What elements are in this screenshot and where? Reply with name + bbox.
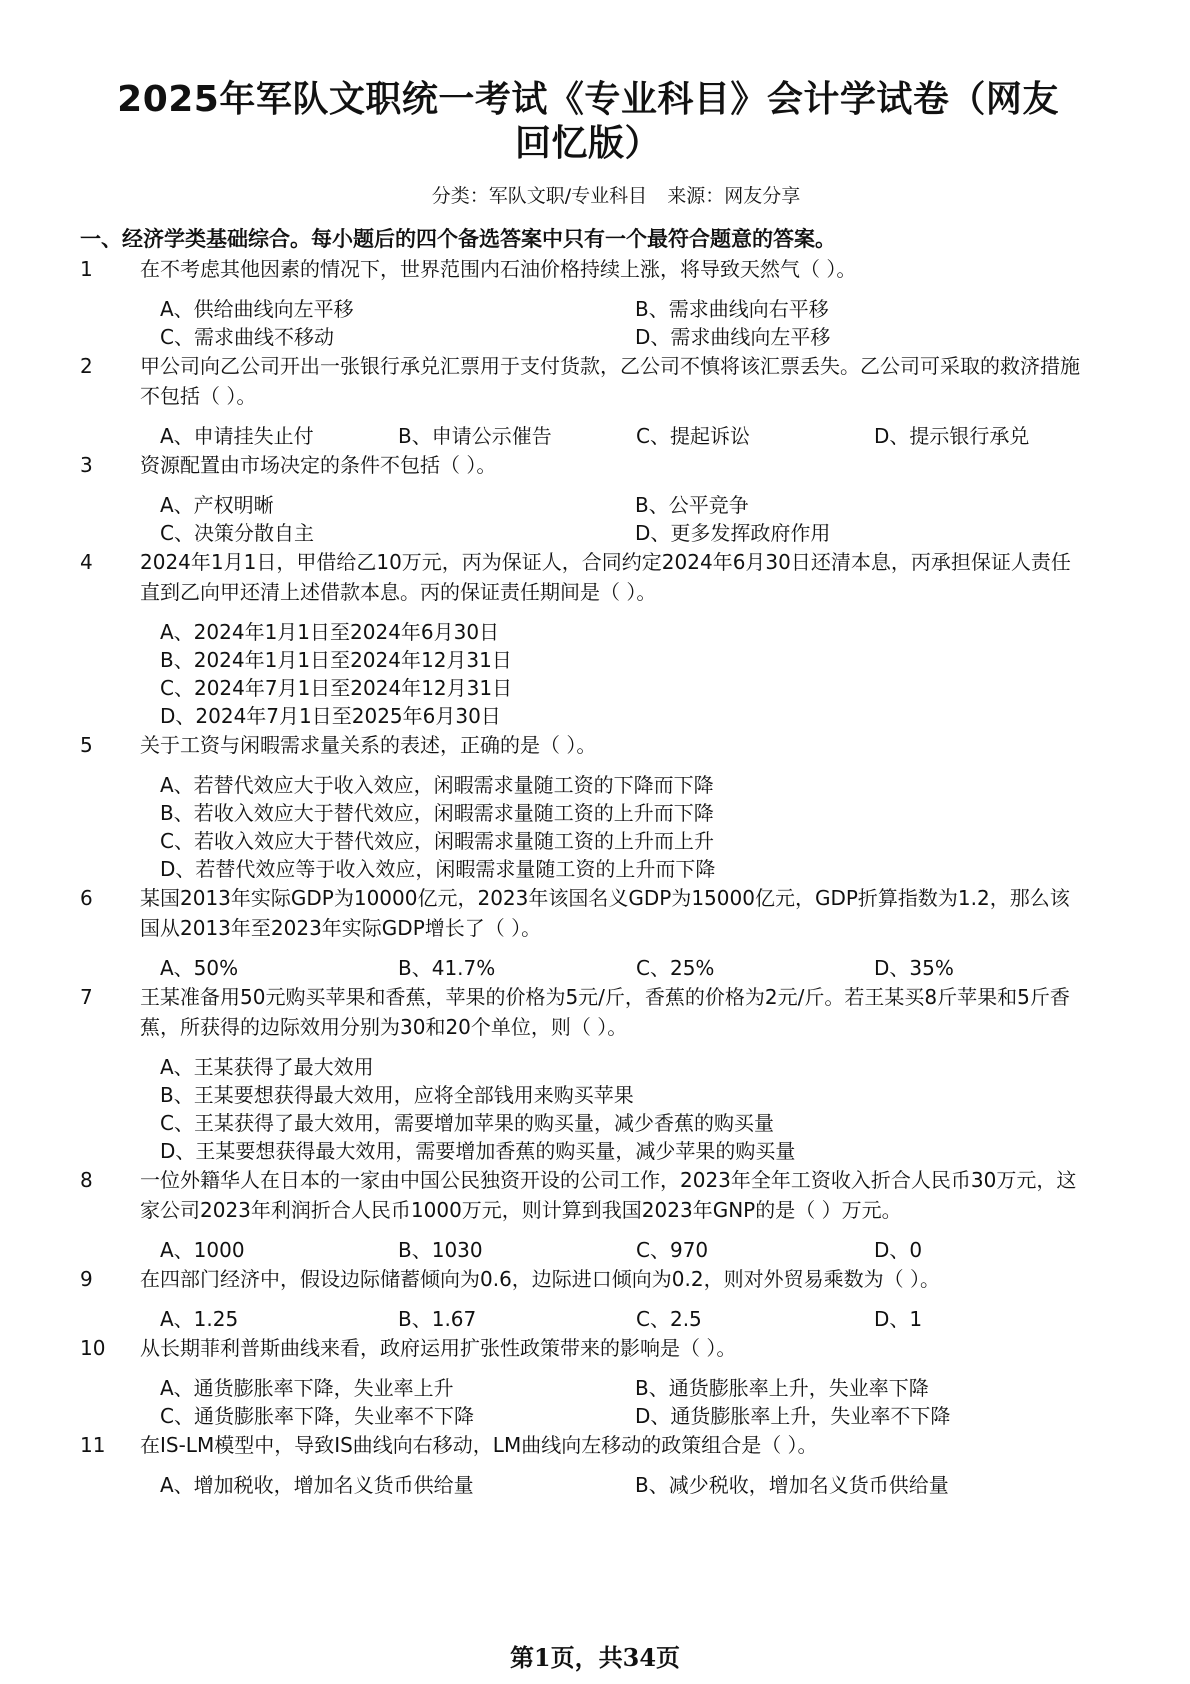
- answer-option: B、公平竞争: [635, 493, 749, 517]
- answer-option: A、通货膨胀率下降，失业率上升: [160, 1376, 454, 1400]
- question-text: 王某准备用50元购买苹果和香蕉，苹果的价格为5元/斤，香蕉的价格为2元/斤。若王某买8斤苹果和5斤香蕉，所获得的边际效用分别为30和20个单位，则（ ）。: [140, 985, 1070, 1039]
- section-heading: 一、经济学类基础综合。每小题后的四个备选答案中只有一个最符合题意的答案。: [80, 227, 836, 251]
- question-row: [80, 1264, 1082, 1294]
- answer-option: B、若收入效应大于替代效应，闲暇需求量随工资的上升而下降: [160, 801, 714, 825]
- answer-option: D、2024年7月1日至2025年6月30日: [160, 704, 501, 728]
- option-list: [160, 295, 1082, 351]
- option-list: [160, 618, 1082, 730]
- answer-option: D、更多发挥政府作用: [635, 521, 831, 545]
- question-text: 在不考虑其他因素的情况下，世界范围内石油价格持续上涨，将导致天然气（ ）。: [140, 257, 857, 281]
- option-list: [160, 422, 1082, 450]
- option-list: [160, 491, 1082, 547]
- question-text: 从长期菲利普斯曲线来看，政府运用扩张性政策带来的影响是（ ）。: [140, 1336, 737, 1360]
- answer-option: D、需求曲线向左平移: [635, 325, 831, 349]
- answer-option: A、增加税收，增加名义货币供给量: [160, 1473, 474, 1497]
- answer-option: C、决策分散自主: [160, 521, 314, 545]
- meta-line: [80, 184, 1082, 208]
- answer-option: C、王某获得了最大效用，需要增加苹果的购买量，减少香蕉的购买量: [160, 1111, 774, 1135]
- question-number: 5: [80, 733, 93, 757]
- answer-option: B、需求曲线向右平移: [635, 297, 829, 321]
- question-number: 11: [80, 1433, 106, 1457]
- question-list: [80, 254, 1082, 1499]
- option-list: [160, 771, 1082, 883]
- answer-option: B、王某要想获得最大效用，应将全部钱用来购买苹果: [160, 1083, 634, 1107]
- answer-option: B、2024年1月1日至2024年12月31日: [160, 648, 512, 672]
- answer-option: B、通货膨胀率上升，失业率下降: [635, 1376, 929, 1400]
- question-row: [80, 547, 1082, 607]
- answer-option: D、0: [874, 1238, 923, 1262]
- answer-option: A、若替代效应大于收入效应，闲暇需求量随工资的下降而下降: [160, 773, 714, 797]
- answer-option: B、1030: [398, 1238, 483, 1262]
- question-number: 6: [80, 886, 93, 910]
- question-item: [80, 883, 1082, 982]
- answer-option: C、提起诉讼: [636, 424, 750, 448]
- question-row: [80, 1430, 1082, 1460]
- category-text: 分类：军队文职/专业科目: [431, 185, 648, 207]
- question-row: [80, 982, 1082, 1042]
- question-text: 资源配置由市场决定的条件不包括（ ）。: [140, 453, 497, 477]
- answer-option: C、通货膨胀率下降，失业率不下降: [160, 1404, 474, 1428]
- answer-option: D、提示银行承兑: [874, 424, 1030, 448]
- answer-option: B、申请公示催告: [398, 424, 552, 448]
- answer-option: A、1.25: [160, 1307, 239, 1331]
- option-list: [160, 1053, 1082, 1165]
- question-row: [80, 254, 1082, 284]
- answer-option: B、41.7%: [398, 956, 496, 980]
- question-row: [80, 1333, 1082, 1363]
- question-row: [80, 883, 1082, 943]
- option-list: [160, 1305, 1082, 1333]
- answer-option: C、25%: [636, 956, 715, 980]
- answer-option: C、若收入效应大于替代效应，闲暇需求量随工资的上升而上升: [160, 829, 714, 853]
- option-list: [160, 954, 1082, 982]
- question-text: 关于工资与闲暇需求量关系的表述，正确的是（ ）。: [140, 733, 597, 757]
- answer-option: A、产权明晰: [160, 493, 274, 517]
- question-item: [80, 547, 1082, 730]
- answer-option: C、2024年7月1日至2024年12月31日: [160, 676, 513, 700]
- answer-option: A、2024年1月1日至2024年6月30日: [160, 620, 500, 644]
- question-number: 10: [80, 1336, 106, 1360]
- question-item: [80, 450, 1082, 547]
- question-text: 在四部门经济中，假设边际储蓄倾向为0.6，边际进口倾向为0.2，则对外贸易乘数为（ ）。: [140, 1267, 940, 1291]
- question-item: [80, 351, 1082, 450]
- question-number: 8: [80, 1168, 93, 1192]
- question-row: [80, 730, 1082, 760]
- answer-option: A、1000: [160, 1238, 245, 1262]
- question-item: [80, 1264, 1082, 1333]
- question-row: [80, 1165, 1082, 1225]
- answer-option: D、若替代效应等于收入效应，闲暇需求量随工资的上升而下降: [160, 857, 716, 881]
- answer-option: B、1.67: [398, 1307, 477, 1331]
- answer-option: A、王某获得了最大效用: [160, 1055, 374, 1079]
- question-item: [80, 982, 1082, 1165]
- question-number: 7: [80, 985, 93, 1009]
- question-text: 甲公司向乙公司开出一张银行承兑汇票用于支付货款，乙公司不慎将该汇票丢失。乙公司可采取的救济措施不包括（ ）。: [140, 354, 1080, 408]
- answer-option: A、供给曲线向左平移: [160, 297, 354, 321]
- question-number: 9: [80, 1267, 93, 1291]
- question-number: 3: [80, 453, 93, 477]
- question-text: 在IS-LM模型中，导致IS曲线向右移动，LM曲线向左移动的政策组合是（ ）。: [140, 1433, 818, 1457]
- question-number: 1: [80, 257, 93, 281]
- answer-option: D、通货膨胀率上升，失业率不下降: [635, 1404, 951, 1428]
- answer-option: C、需求曲线不移动: [160, 325, 334, 349]
- page-footer: 第1页，共34页: [509, 1643, 681, 1672]
- question-number: 2: [80, 354, 93, 378]
- question-row: [80, 351, 1082, 411]
- option-list: [160, 1471, 1082, 1499]
- question-item: [80, 1430, 1082, 1499]
- page-title: 2025年军队文职统一考试《专业科目》会计学试卷（网友回忆版）: [117, 79, 1059, 164]
- question-item: [80, 1165, 1082, 1264]
- question-item: [80, 730, 1082, 883]
- question-text: 一位外籍华人在日本的一家由中国公民独资开设的公司工作，2023年全年工资收入折合人民币30万元，这家公司2023年利润折合人民币1000万元，则计算到我国2023年GNP的是（ ）万元。: [140, 1168, 1077, 1222]
- answer-option: A、申请挂失止付: [160, 424, 314, 448]
- question-item: [80, 1333, 1082, 1430]
- answer-option: A、50%: [160, 956, 239, 980]
- question-row: [80, 450, 1082, 480]
- option-list: [160, 1236, 1082, 1264]
- answer-option: D、王某要想获得最大效用，需要增加香蕉的购买量，减少苹果的购买量: [160, 1139, 796, 1163]
- question-item: [80, 254, 1082, 351]
- answer-option: D、1: [874, 1307, 923, 1331]
- question-text: 某国2013年实际GDP为10000亿元，2023年该国名义GDP为15000亿元，GDP折算指数为1.2，那么该国从2013年至2023年实际GDP增长了（ ）。: [140, 886, 1070, 940]
- answer-option: C、970: [636, 1238, 709, 1262]
- answer-option: C、2.5: [636, 1307, 702, 1331]
- option-list: [160, 1374, 1082, 1430]
- answer-option: B、减少税收，增加名义货币供给量: [635, 1473, 949, 1497]
- question-number: 4: [80, 550, 93, 574]
- source-text: 来源：网友分享: [667, 185, 801, 207]
- question-text: 2024年1月1日，甲借给乙10万元，丙为保证人，合同约定2024年6月30日还清本息，丙承担保证人责任直到乙向甲还清上述借款本息。丙的保证责任期间是（ ）。: [140, 550, 1071, 604]
- answer-option: D、35%: [874, 956, 954, 980]
